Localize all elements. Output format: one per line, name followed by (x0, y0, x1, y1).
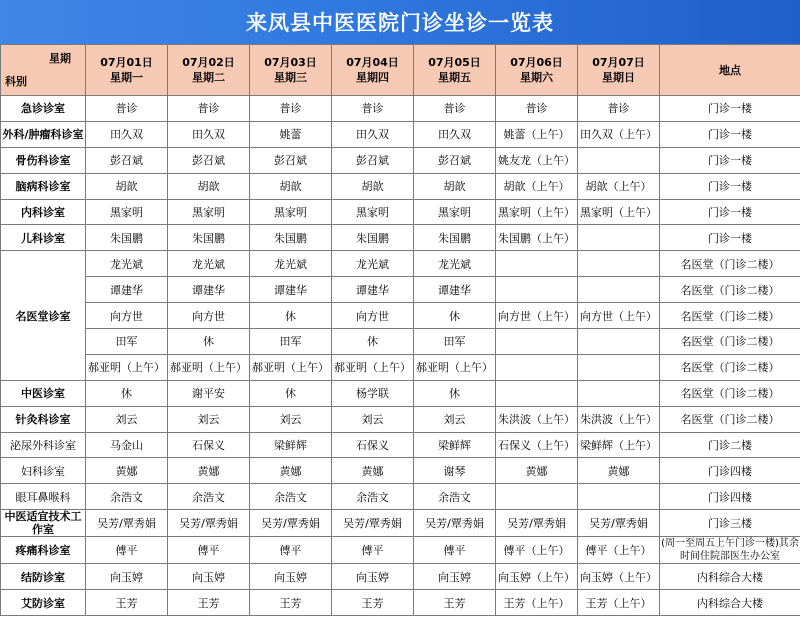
doctor-cell: 彭召斌 (250, 147, 332, 173)
doctor-cell: 傅平 (168, 537, 250, 564)
dept-cell: 骨伤科诊室 (1, 147, 86, 173)
schedule-table (0, 44, 800, 616)
doctor-cell: 梁鲜辉（上午） (578, 432, 660, 458)
doctor-cell: 龙光斌 (250, 251, 332, 277)
doctor-cell: 石保义 (332, 432, 414, 458)
table-row (1, 173, 800, 199)
doctor-cell: 向方世（上午） (578, 303, 660, 329)
doctor-cell: 向玉婷 (414, 564, 496, 590)
location-cell: 门诊一楼 (660, 96, 800, 122)
table-row (1, 510, 800, 537)
doctor-cell: 余浩文 (332, 484, 414, 510)
corner-weekday-label: 星期 (49, 52, 71, 65)
header-day: 07月03日 星期三 (250, 45, 332, 96)
table-row (1, 537, 800, 564)
doctor-cell: 田久双（上午） (578, 121, 660, 147)
doctor-cell: 朱洪波（上午） (496, 406, 578, 432)
doctor-cell: 朱国鹏 (168, 225, 250, 251)
page-title: 来凤县中医医院门诊坐诊一览表 (246, 11, 554, 35)
doctor-cell (578, 380, 660, 406)
doctor-cell: 谭建华 (414, 277, 496, 303)
doctor-cell: 谭建华 (168, 277, 250, 303)
doctor-cell (578, 147, 660, 173)
table-row (1, 303, 800, 329)
doctor-cell: 黑家明 (332, 199, 414, 225)
doctor-cell: 朱国鹏（上午） (496, 225, 578, 251)
table-row (1, 199, 800, 225)
dept-cell: 内科诊室 (1, 199, 86, 225)
table-row (1, 251, 800, 277)
doctor-cell: 胡歆 (86, 173, 168, 199)
table-row (1, 458, 800, 484)
doctor-cell: 姚友龙（上午） (496, 147, 578, 173)
corner-dept-label: 科别 (5, 75, 27, 88)
doctor-cell: 余浩文 (414, 484, 496, 510)
location-cell: 门诊一楼 (660, 225, 800, 251)
location-cell: 名医堂（门诊二楼） (660, 251, 800, 277)
doctor-cell: 向玉婷（上午） (578, 564, 660, 590)
location-cell: 门诊一楼 (660, 173, 800, 199)
doctor-cell: 胡歆（上午） (578, 173, 660, 199)
doctor-cell: 普诊 (414, 96, 496, 122)
doctor-cell: 黄娜 (578, 458, 660, 484)
doctor-cell: 普诊 (332, 96, 414, 122)
doctor-cell: 杨学联 (332, 380, 414, 406)
dept-cell: 儿科诊室 (1, 225, 86, 251)
doctor-cell: 休 (86, 380, 168, 406)
doctor-cell: 王芳（上午） (496, 590, 578, 616)
location-cell: 名医堂（门诊二楼） (660, 354, 800, 380)
doctor-cell: 刘云 (168, 406, 250, 432)
table-row (1, 225, 800, 251)
doctor-cell: 黑家明 (250, 199, 332, 225)
doctor-cell: 休 (414, 303, 496, 329)
doctor-cell: 姚蕾 (250, 121, 332, 147)
doctor-cell: 向玉婷 (250, 564, 332, 590)
doctor-cell (578, 329, 660, 355)
doctor-cell: 彭召斌 (168, 147, 250, 173)
doctor-cell (578, 354, 660, 380)
doctor-cell: 王芳 (168, 590, 250, 616)
table-row (1, 406, 800, 432)
doctor-cell: 普诊 (496, 96, 578, 122)
doctor-cell: 吴芳/覃秀娟 (86, 510, 168, 537)
doctor-cell: 吴芳/覃秀娟 (332, 510, 414, 537)
doctor-cell: 胡歆（上午） (496, 173, 578, 199)
doctor-cell: 普诊 (168, 96, 250, 122)
doctor-cell: 朱国鹏 (332, 225, 414, 251)
header-day: 07月05日 星期五 (414, 45, 496, 96)
doctor-cell: 休 (250, 380, 332, 406)
doctor-cell: 傅平（上午） (496, 537, 578, 564)
doctor-cell: 王芳 (86, 590, 168, 616)
dept-cell: 中医适宜技术工作室 (1, 510, 86, 537)
title-banner (0, 0, 800, 44)
doctor-cell: 黑家明 (414, 199, 496, 225)
location-cell: 名医堂（门诊二楼） (660, 303, 800, 329)
dept-cell: 艾防诊室 (1, 590, 86, 616)
doctor-cell: 梁鲜辉 (250, 432, 332, 458)
doctor-cell: 田军 (250, 329, 332, 355)
doctor-cell (496, 354, 578, 380)
doctor-cell: 吴芳/覃秀娟 (578, 510, 660, 537)
doctor-cell: 向玉婷 (86, 564, 168, 590)
doctor-cell: 刘云 (86, 406, 168, 432)
doctor-cell: 向方世（上午） (496, 303, 578, 329)
doctor-cell: 黄娜 (332, 458, 414, 484)
doctor-cell: 郝亚明（上午） (86, 354, 168, 380)
doctor-cell: 龙光斌 (332, 251, 414, 277)
doctor-cell: 余浩文 (86, 484, 168, 510)
doctor-cell: 王芳（上午） (578, 590, 660, 616)
doctor-cell: 王芳 (414, 590, 496, 616)
dept-cell: 急诊诊室 (1, 96, 86, 122)
doctor-cell (496, 380, 578, 406)
table-row (1, 484, 800, 510)
location-cell: 门诊一楼 (660, 199, 800, 225)
doctor-cell: 王芳 (250, 590, 332, 616)
doctor-cell: 吴芳/覃秀娟 (250, 510, 332, 537)
doctor-cell: 傅平 (86, 537, 168, 564)
table-row (1, 277, 800, 303)
doctor-cell: 休 (414, 380, 496, 406)
location-cell: 名医堂（门诊二楼） (660, 380, 800, 406)
doctor-cell: 谭建华 (86, 277, 168, 303)
location-cell: 门诊三楼 (660, 510, 800, 537)
doctor-cell: 谢平安 (168, 380, 250, 406)
doctor-cell (578, 277, 660, 303)
doctor-cell (578, 225, 660, 251)
table-row (1, 121, 800, 147)
dept-cell: 眼耳鼻喉科 (1, 484, 86, 510)
doctor-cell: 黄娜 (168, 458, 250, 484)
doctor-cell: 傅平（上午） (578, 537, 660, 564)
doctor-cell: 吴芳/覃秀娟 (168, 510, 250, 537)
doctor-cell: 田久双 (332, 121, 414, 147)
doctor-cell: 普诊 (86, 96, 168, 122)
location-cell: 名医堂（门诊二楼） (660, 329, 800, 355)
doctor-cell: 郝亚明（上午） (168, 354, 250, 380)
location-cell: (周一至周五上午门诊一楼)其余时间住院部医生办公室 (661, 538, 799, 563)
header-day: 07月06日 星期六 (496, 45, 578, 96)
header-day: 07月07日 星期日 (578, 45, 660, 96)
doctor-cell: 普诊 (578, 96, 660, 122)
table-row (1, 354, 800, 380)
table-row (1, 96, 800, 122)
doctor-cell: 向方世 (332, 303, 414, 329)
doctor-cell: 傅平 (332, 537, 414, 564)
doctor-cell: 田久双 (414, 121, 496, 147)
doctor-cell: 彭召斌 (86, 147, 168, 173)
doctor-cell: 朱国鹏 (86, 225, 168, 251)
doctor-cell: 胡歆 (332, 173, 414, 199)
doctor-cell: 田久双 (168, 121, 250, 147)
doctor-cell (578, 251, 660, 277)
doctor-cell: 傅平 (414, 537, 496, 564)
doctor-cell: 黄娜 (250, 458, 332, 484)
doctor-cell: 休 (250, 303, 332, 329)
header-location: 地点 (660, 45, 800, 96)
doctor-cell: 胡歆 (168, 173, 250, 199)
doctor-cell: 休 (332, 329, 414, 355)
doctor-cell: 余浩文 (168, 484, 250, 510)
doctor-cell: 黑家明 (168, 199, 250, 225)
dept-cell: 泌尿外科诊室 (1, 432, 86, 458)
doctor-cell: 黑家明（上午） (578, 199, 660, 225)
doctor-cell: 黑家明（上午） (496, 199, 578, 225)
dept-cell: 针灸科诊室 (1, 406, 86, 432)
header-corner (1, 45, 86, 96)
header-day: 07月04日 星期四 (332, 45, 414, 96)
table-row (1, 564, 800, 590)
table-row (1, 329, 800, 355)
doctor-cell: 田军 (414, 329, 496, 355)
doctor-cell: 向玉婷 (332, 564, 414, 590)
doctor-cell: 傅平 (250, 537, 332, 564)
table-row (1, 147, 800, 173)
doctor-cell: 龙光斌 (414, 251, 496, 277)
doctor-cell: 郝亚明（上午） (250, 354, 332, 380)
doctor-cell (496, 251, 578, 277)
dept-cell: 结防诊室 (1, 564, 86, 590)
location-cell: 门诊二楼 (660, 432, 800, 458)
dept-cell: 脑病科诊室 (1, 173, 86, 199)
doctor-cell: 石保义（上午） (496, 432, 578, 458)
doctor-cell: 朱国鹏 (414, 225, 496, 251)
location-cell: 门诊四楼 (660, 484, 800, 510)
doctor-cell: 休 (168, 329, 250, 355)
header-day: 07月02日 星期二 (168, 45, 250, 96)
doctor-cell: 黑家明 (86, 199, 168, 225)
doctor-cell: 田久双 (86, 121, 168, 147)
doctor-cell: 吴芳/覃秀娟 (414, 510, 496, 537)
doctor-cell: 龙光斌 (86, 251, 168, 277)
doctor-cell: 向方世 (168, 303, 250, 329)
doctor-cell: 普诊 (250, 96, 332, 122)
table-row (1, 432, 800, 458)
doctor-cell: 刘云 (414, 406, 496, 432)
doctor-cell: 郝亚明（上午） (414, 354, 496, 380)
location-cell: 门诊一楼 (660, 147, 800, 173)
doctor-cell: 郝亚明（上午） (332, 354, 414, 380)
doctor-cell: 谭建华 (332, 277, 414, 303)
doctor-cell (496, 329, 578, 355)
doctor-cell: 向方世 (86, 303, 168, 329)
doctor-cell: 王芳 (332, 590, 414, 616)
location-cell: 内科综合大楼 (660, 590, 800, 616)
location-cell: 名医堂（门诊二楼） (660, 406, 800, 432)
doctor-cell: 朱洪波（上午） (578, 406, 660, 432)
doctor-cell: 梁鲜辉 (414, 432, 496, 458)
location-cell: 名医堂（门诊二楼） (660, 277, 800, 303)
doctor-cell: 向玉婷 (168, 564, 250, 590)
doctor-cell: 朱国鹏 (250, 225, 332, 251)
header-row (1, 45, 800, 96)
doctor-cell: 黄娜 (86, 458, 168, 484)
table-row (1, 380, 800, 406)
doctor-cell (496, 484, 578, 510)
dept-cell: 中医诊室 (1, 380, 86, 406)
doctor-cell: 龙光斌 (168, 251, 250, 277)
location-cell: 门诊一楼 (660, 121, 800, 147)
dept-cell: 妇科诊室 (1, 458, 86, 484)
doctor-cell: 余浩文 (250, 484, 332, 510)
doctor-cell: 彭召斌 (414, 147, 496, 173)
doctor-cell: 谢琴 (414, 458, 496, 484)
doctor-cell: 石保义 (168, 432, 250, 458)
doctor-cell: 向玉婷（上午） (496, 564, 578, 590)
doctor-cell: 黄娜 (496, 458, 578, 484)
doctor-cell: 彭召斌 (332, 147, 414, 173)
doctor-cell: 田军 (86, 329, 168, 355)
location-cell: 门诊四楼 (660, 458, 800, 484)
dept-cell: 外科/肿瘤科诊室 (1, 121, 86, 147)
doctor-cell: 刘云 (332, 406, 414, 432)
doctor-cell: 姚蕾（上午） (496, 121, 578, 147)
doctor-cell (496, 277, 578, 303)
header-day: 07月01日 星期一 (86, 45, 168, 96)
doctor-cell: 马金山 (86, 432, 168, 458)
doctor-cell: 谭建华 (250, 277, 332, 303)
dept-cell: 疼痛科诊室 (1, 537, 86, 564)
doctor-cell: 刘云 (250, 406, 332, 432)
doctor-cell: 吴芳/覃秀娟 (496, 510, 578, 537)
location-cell: 内科综合大楼 (660, 564, 800, 590)
doctor-cell (578, 484, 660, 510)
doctor-cell: 胡歆 (250, 173, 332, 199)
doctor-cell: 胡歆 (414, 173, 496, 199)
table-row (1, 590, 800, 616)
dept-cell: 名医堂诊室 (1, 251, 86, 380)
